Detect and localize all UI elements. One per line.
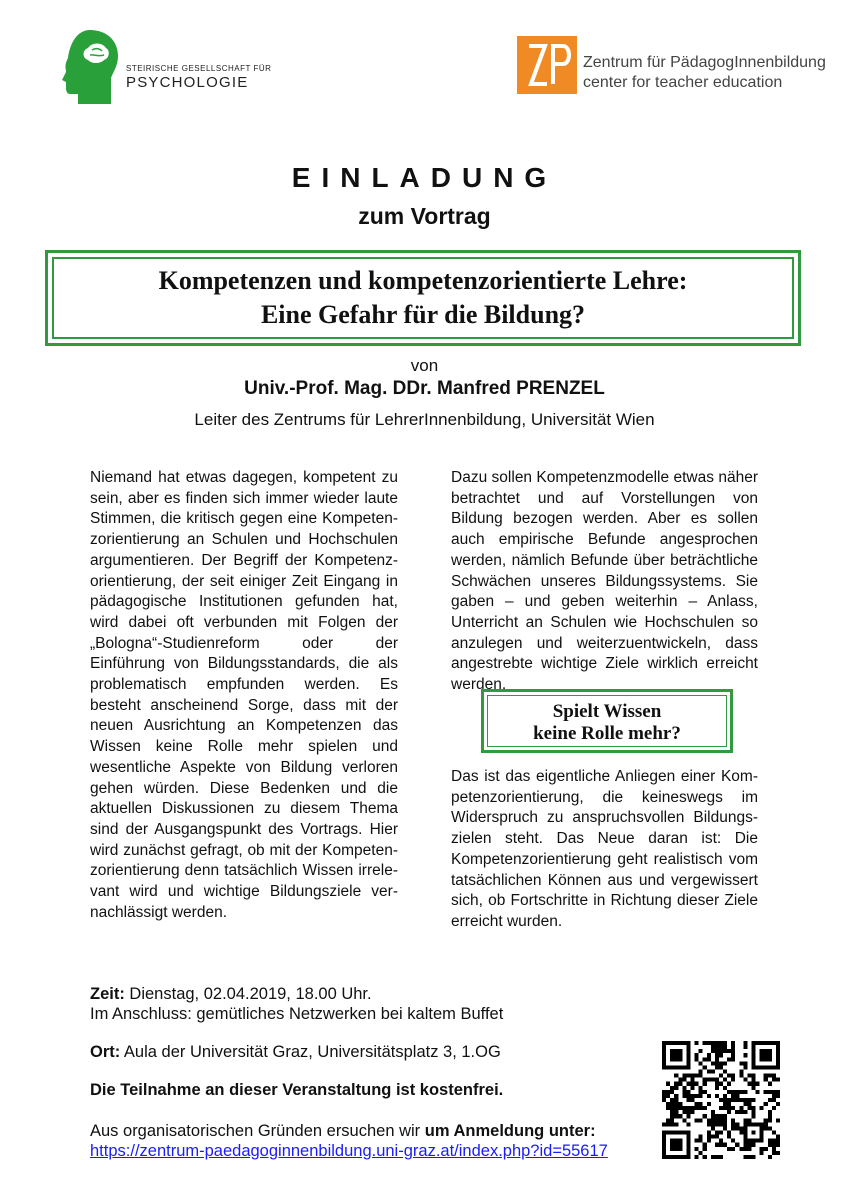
- page-subtitle: zum Vortrag: [358, 203, 491, 229]
- speaker-name: Univ.-Prof. Mag. DDr. Manfred PRENZEL: [244, 378, 605, 399]
- speaker-affiliation: Leiter des Zentrums für LehrerInnenbildung, Universität Wien: [194, 410, 655, 429]
- zp-mark-icon: [517, 36, 577, 94]
- quote-line2: keine Rolle mehr?: [533, 723, 681, 744]
- event-time: [90, 984, 372, 1004]
- registration-link[interactable]: https://zentrum-paedagoginnenbildung.uni-graz.at/index.php?id=55617: [90, 1142, 608, 1160]
- lecture-title-box: [45, 250, 801, 346]
- lecture-title-line1: Kompetenzen und kompetenzorientierte Lehre:: [158, 266, 688, 295]
- org-name-large: PSYCHOLOGIE: [126, 74, 249, 91]
- head-silhouette-icon: [62, 28, 122, 106]
- logo-psychologie: [62, 28, 272, 108]
- quote-box: [481, 689, 733, 753]
- by-label: von: [410, 356, 439, 375]
- quote-line1: Spielt Wissen: [552, 701, 662, 722]
- zentrum-name-de: Zentrum für PädagogInnenbildung: [583, 54, 826, 71]
- abstract-left-column: Niemand hat etwas dagegen, kompetent zu sein, aber es finden sich immer wieder laute Stimmen, die kritisch gegen eine Kompetenzorientierung an Schulen und Hochschulen argumentieren. Der Begriff der Kompetenzorientierung, der seit einiger Zeit Eingang in pädagogische Institutionen gefunden hat, wird dabei oft verbunden mit Folgen der „Bologna“-Studienreform oder der Einführung von Bildungsstandards, die als problematisch empfunden werden. Es besteht anscheinend Sorge, dass mit der neuen Ausrichtung an Kompetenzen das Wissen keine Rolle mehr spielen und wesentliche Aspekte von Bildung verloren gehen würden. Diese Bedenken und die aktuellen Diskussionen zu diesem Thema sind der Ausgangspunkt des Vortrags. Hier wird zunächst gefragt, ob mit der Kompetenzorientierung denn tatsächlich Wissen irrelevant wird und wichtige Bildungsziele vernachlässigt werden.: [90, 469, 398, 921]
- registration-bold: um Anmeldung unter:: [424, 1122, 596, 1140]
- registration-text: Aus organisatorischen Gründen ersuchen wir: [90, 1122, 425, 1140]
- time-value: Dienstag, 02.04.2019, 18.00 Uhr.: [124, 985, 372, 1003]
- location-label: Ort:: [90, 1043, 121, 1061]
- org-name-small: STEIRISCHE GESELLSCHAFT FÜR: [126, 64, 272, 73]
- abstract-right-column-top: Dazu sollen Kompetenzmodelle etwas näher betrachtet und auf Vorstellungen von Bildung bezogen werden. Aber es sollen auch empirische Befunde angesprochen werden, nämlich Befunde über beträchtliche Schwächen unseres Bildungssystems. Sie gaben – und geben weiterhin – Anlass, Unterricht an Schulen wie Hochschulen so anzulegen und weiterzuentwickeln, dass angestrebte wichtige Ziele wirklich erreicht werden.: [451, 469, 758, 694]
- lecture-title-line2: Eine Gefahr für die Bildung?: [260, 300, 586, 329]
- abstract-right-column-bottom: Das ist das eigentliche Anliegen einer Kompetenzorientierung, die keineswegs im Widerspruch zu anspruchsvollen Bildungszielen steht. Das Neue daran ist: Die Kompetenzorientierung geht realistisch vom tatsächlichen Können aus und vergewissert sich, ob Fortschritte in Richtung dieser Ziele erreicht wurden.: [451, 768, 758, 930]
- free-admission-note: Die Teilnahme an dieser Veranstaltung ist kostenfrei.: [90, 1081, 504, 1099]
- zentrum-name-en: center for teacher education: [583, 74, 783, 91]
- time-label: Zeit:: [90, 985, 125, 1003]
- registration-note: [90, 1121, 596, 1141]
- location-value: Aula der Universität Graz, Universitätsplatz 3, 1.OG: [120, 1043, 501, 1061]
- page-title: EINLADUNG: [291, 162, 558, 193]
- event-location: [90, 1042, 501, 1062]
- logo-zentrum: [517, 36, 826, 96]
- qr-code-icon: [662, 1041, 780, 1159]
- event-afterwards: Im Anschluss: gemütliches Netzwerken bei kaltem Buffet: [90, 1005, 504, 1023]
